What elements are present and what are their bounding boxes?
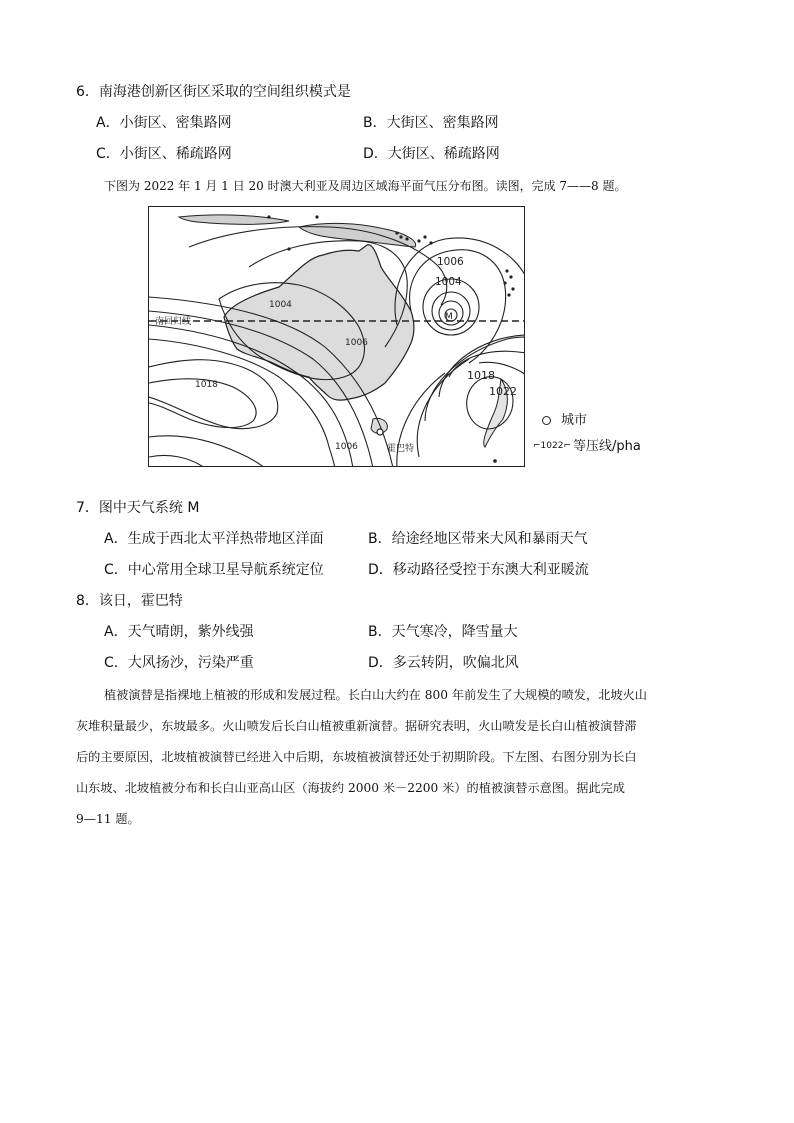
tropic-label: 南回归线 xyxy=(155,317,192,327)
pressure-map xyxy=(148,206,525,467)
legend-city-label: 城市 xyxy=(561,413,588,428)
australia-landmass xyxy=(224,245,414,400)
isobar-label-1006-land: 1006 xyxy=(345,338,368,348)
question-6-option-a: A．小街区、密集路网 xyxy=(96,115,232,131)
question-6-option-d: D．大街区、稀疏路网 xyxy=(363,146,500,162)
indonesia-islands xyxy=(179,215,289,224)
passage-line-2: 灰堆积量最少，东坡最多。火山喷发后长白山植被重新演替。据研究表明，火山喷发是长白山植被演替滞 xyxy=(76,719,637,733)
question-6-option-b: B．大街区、密集路网 xyxy=(363,115,499,131)
isobar-label-1004-top: 1004 xyxy=(435,276,462,288)
isobar-label-1006-top: 1006 xyxy=(437,256,464,268)
question-8-option-d: D．多云转阴，吹偏北风 xyxy=(368,655,519,671)
isobar-label-1018-east: 1018 xyxy=(467,369,495,382)
map-intro-text: 下图为 2022 年 1 月 1 日 20 时澳大利亚及周边区域海平面气压分布图。读图，完成 7——8 题。 xyxy=(104,179,627,193)
city-marker-icon xyxy=(542,416,551,425)
passage-line-3: 后的主要原因，北坡植被演替已经进入中后期，东坡植被演替还处于初期阶段。下左图、右图分别为长白 xyxy=(76,750,637,764)
question-6-stem: 6．南海港创新区街区采取的空间组织模式是 xyxy=(76,84,351,100)
question-8-option-a: A．天气晴朗，紫外线强 xyxy=(104,624,254,640)
pressure-map-svg xyxy=(149,207,525,467)
isobar-label-1006-south: 1006 xyxy=(335,442,358,452)
cyclone-m-label: M xyxy=(445,312,453,322)
question-7-stem: 7．图中天气系统 M xyxy=(76,500,200,516)
question-6-option-c: C．小街区、稀疏路网 xyxy=(96,146,232,162)
question-7-option-c: C．中心常用全球卫星导航系统定位 xyxy=(104,562,324,578)
passage-line-1: 植被演替是指裸地上植被的形成和发展过程。长白山大约在 800 年前发生了大规模的喷发，北坡火山 xyxy=(104,688,647,702)
legend-isobar-sample: ⌐1022⌐ xyxy=(533,441,571,451)
legend-isobar-label: 等压线/pha xyxy=(573,438,641,454)
question-7-option-b: B．给途经地区带来大风和暴雨天气 xyxy=(368,531,588,547)
question-8-option-c: C．大风扬沙，污染严重 xyxy=(104,655,254,671)
question-8-stem: 8．该日，霍巴特 xyxy=(76,593,183,609)
legend-city xyxy=(542,412,587,430)
legend-isobar xyxy=(533,437,641,456)
hobart-city-marker xyxy=(377,429,383,435)
isobar-label-1018-west: 1018 xyxy=(195,380,218,390)
hobart-label: 霍巴特 xyxy=(387,444,415,454)
passage-line-4: 山东坡、北坡植被分布和长白山亚高山区（海拔约 2000 米－2200 米）的植被演替示意图。据此完成 xyxy=(76,781,625,795)
passage xyxy=(76,680,724,835)
question-7-option-a: A．生成于西北太平洋热带地区洋面 xyxy=(104,531,324,547)
legend-isobar-value: 1022 xyxy=(540,441,564,451)
question-7-option-d: D．移动路径受控于东澳大利亚暖流 xyxy=(368,562,589,578)
isobar-label-1022: 1022 xyxy=(489,385,517,398)
isobar-label-1004-land: 1004 xyxy=(269,300,292,310)
passage-line-5: 9—11 题。 xyxy=(76,812,140,826)
question-8-option-b: B．天气寒冷，降雪量大 xyxy=(368,624,518,640)
